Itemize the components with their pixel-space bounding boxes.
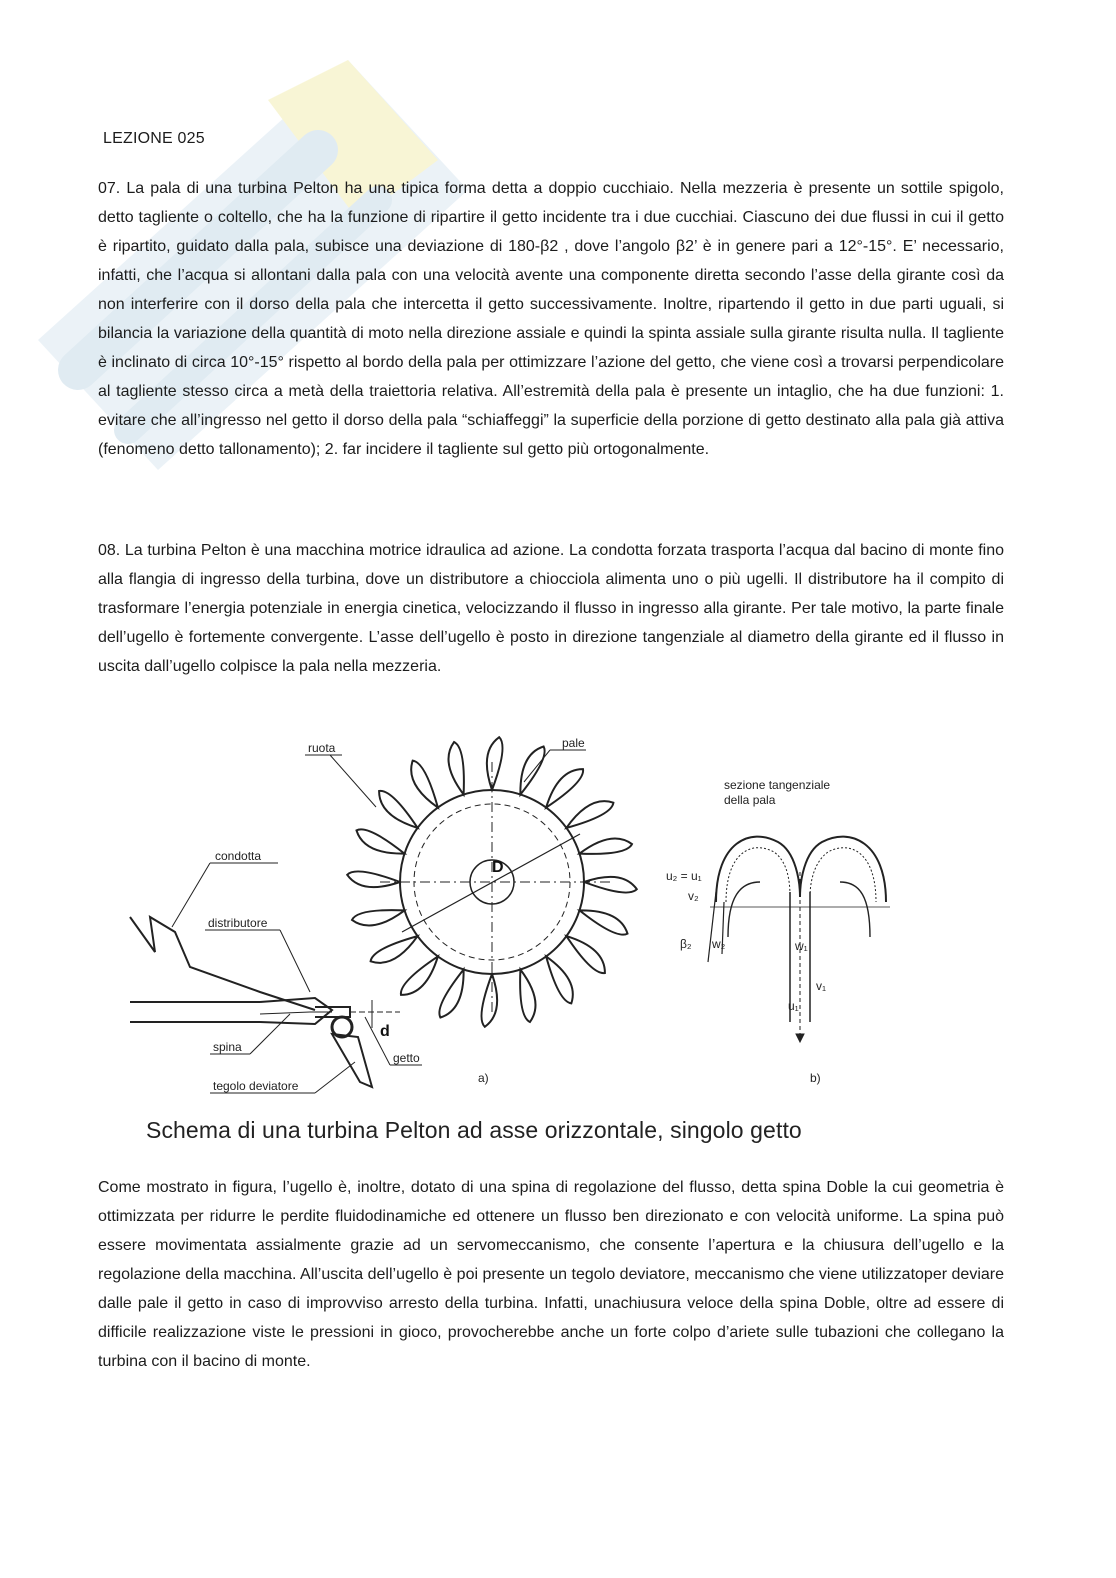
- figure-caption: Schema di una turbina Pelton ad asse orizzontale, singolo getto: [146, 1117, 802, 1143]
- runner-bucket: [546, 956, 573, 1003]
- figure-b-labels: [666, 778, 830, 1085]
- label-d: d: [380, 1023, 390, 1040]
- runner-bucket: [357, 829, 405, 853]
- runner-bucket: [448, 742, 463, 795]
- label-sezione-1: sezione tangenziale: [724, 778, 831, 792]
- label-v1: v₁: [816, 979, 827, 993]
- paragraph-08: 08. La turbina Pelton è una macchina motrice idraulica ad azione. La condotta forzata trasporta l’acqua dal bacino di monte fino alla flangia di ingresso della turbina, dove un distributore a chiocciola alimenta uno o più ugelli. Il distributore ha il compito di trasformare l’energia potenziale in energia cinetica, velocizzando il flusso in ingresso alla girante. Per tale motivo, la parte finale dell’ugello è fortemente convergente. L’asse dell’ugello è posto in direzione tangenziale al diametro della girante ed il flusso in uscita dall’ugello colpisce la pala nella mezzeria.: [98, 542, 1004, 675]
- label-sezione-2: della pala: [724, 793, 776, 807]
- runner-bucket: [580, 910, 628, 934]
- label-u1: u₁: [788, 999, 799, 1013]
- lesson-heading: LEZIONE 025: [103, 130, 205, 147]
- runner-bucket: [520, 970, 535, 1023]
- pelton-turbine-figure: [110, 722, 950, 1102]
- runner-bucket: [379, 791, 418, 828]
- label-distributore: distributore: [208, 916, 268, 930]
- label-u2: u₂ = u₁: [666, 869, 702, 883]
- label-tegolo: tegolo deviatore: [213, 1079, 299, 1093]
- label-ruota: ruota: [308, 741, 336, 755]
- label-pale: pale: [562, 736, 585, 750]
- runner-bucket: [439, 970, 463, 1018]
- runner-bucket: [401, 956, 438, 995]
- runner-bucket: [371, 936, 418, 963]
- label-w2: w₂: [712, 937, 726, 951]
- label-getto: getto: [393, 1051, 420, 1065]
- runner-bucket: [566, 936, 605, 973]
- label-D: D: [492, 859, 504, 876]
- label-spina: spina: [213, 1040, 242, 1054]
- label-b: b): [810, 1071, 821, 1085]
- label-beta2: β₂: [680, 937, 692, 951]
- runner-bucket: [584, 877, 637, 893]
- label-a: a): [478, 1071, 489, 1085]
- runner-bucket: [580, 838, 633, 853]
- runner-bucket: [352, 910, 405, 925]
- penstock-and-nozzle: [130, 917, 400, 1087]
- label-v2: v₂: [688, 889, 699, 903]
- runner-bucket: [411, 761, 438, 808]
- paragraph-after-figure: Come mostrato in figura, l’ugello è, inoltre, dotato di una spina di regolazione del flusso, detta spina Doble la cui geometria è ottimizzata per ridurre le perdite fluidodinamiche ed ottenere un flusso ben direzionato e con velocità uniforme. La spina può essere movimentata assialmente grazie ad un servomeccanismo, che consente l’apertura e la chiusura dell’ugello e la regolazione della macchina. All’uscita dell’ugello è poi presente un tegolo deviatore, meccanismo che viene utilizzatoper deviare dalle pale il getto in caso di improvviso arresto della turbina. Infatti, unachiusura veloce della spina Doble, oltre ad essere di difficile realizzazione viste le pressioni in gioco, provocherebbe anche un forte colpo d’ariete sulle tubazioni che collegano la turbina con il bacino di monte.: [98, 1179, 1004, 1370]
- paragraph-07: 07. La pala di una turbina Pelton ha una tipica forma detta a doppio cucchiaio. Nella mezzeria è presente un sottile spigolo, detto tagliente o coltello, che ha la funzione di ripartire il getto incidente tra i due cucchiai. Ciascuno dei due flussi in cui il getto è ripartito, guidato dalla pala, subisce una deviazione di 180-β2 , dove l’angolo β2’ è in genere pari a 12°-15°. E’ necessario, infatti, che l’acqua si allontani dalla pala con una velocità avente una componente diretta secondo l’asse della girante così da non interferire con il dorso della pala che intercetta il getto successivamente. Inoltre, ripartendo il getto in due parti uguali, si bilancia la variazione della quantità di moto nella direzione assiale e quindi la spinta assiale sulla girante risulta nulla. Il tagliente è inclinato di circa 10°-15° rispetto al bordo della pala per ottimizzare l’azione del getto, che viene così a trovarsi perpendicolare al tagliente stesso circa a metà della traiettoria relativa. All’estremità della pala è presente un intaglio, che ha due funzioni: 1. evitare che all’ingresso nel getto il dorso della pala “schiaffeggi” la superficie della porzione di getto destinato alla pala già attiva (fenomeno detto tallonamento); 2. far incidere il tagliente sul getto più ortogonalmente.: [98, 180, 1004, 458]
- runner-bucket: [481, 974, 497, 1027]
- runner-bucket: [566, 801, 613, 828]
- label-condotta: condotta: [215, 849, 262, 863]
- runner-bucket: [546, 769, 583, 808]
- runner-bucket: [347, 871, 400, 887]
- label-w1: w₁: [795, 939, 808, 953]
- runner-bucket: [520, 747, 544, 795]
- runner-bucket: [487, 737, 503, 790]
